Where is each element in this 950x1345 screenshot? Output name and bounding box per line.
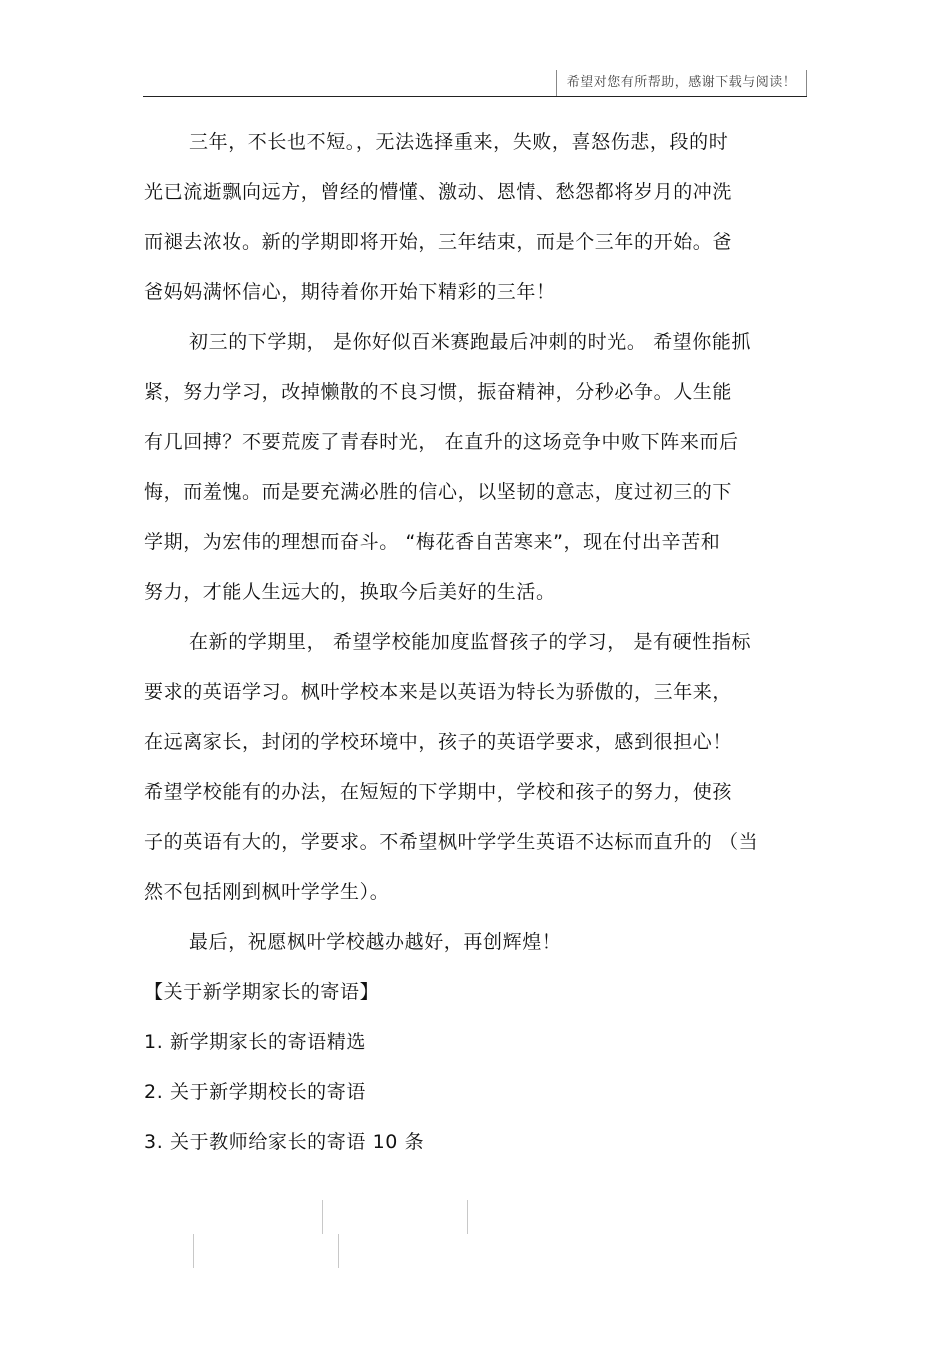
paragraph-line: 光已流逝飘向远方，曾经的懵懂、激动、恩情、愁怨都将岁月的冲洗: [144, 181, 733, 203]
paragraph-line: 而褪去浓妆。新的学期即将开始，三年结束，而是个三年的开始。爸: [144, 231, 733, 253]
paragraph-line: 初三的下学期， 是你好似百米赛跑最后冲刺的时光。 希望你能抓: [189, 331, 752, 353]
paragraph-line: 子的英语有大的，学要求。不希望枫叶学学生英语不达标而直升的 （当: [144, 831, 759, 853]
paragraph-line: 爸妈妈满怀信心，期待着你开始下精彩的三年！: [144, 281, 556, 303]
related-link-2[interactable]: 2. 关于新学期校长的寄语: [144, 1081, 366, 1103]
paragraph-line: 紧，努力学习，改掉懒散的不良习惯，振奋精神，分秒必争。人生能: [144, 381, 733, 403]
decorative-divider: [338, 1234, 339, 1268]
paragraph-line: 悔，而羞愧。而是要充满必胜的信心，以坚韧的意志，度过初三的下: [144, 481, 733, 503]
header-note: 希望对您有所帮助，感谢下载与阅读！: [556, 70, 807, 96]
closing-line: 最后，祝愿枫叶学校越办越好，再创辉煌！: [189, 931, 562, 953]
paragraph-line: 三年，不长也不短。，无法选择重来，失败，喜怒伤悲，段的时: [189, 131, 729, 153]
decorative-divider: [193, 1234, 194, 1268]
related-link-3[interactable]: 3. 关于教师给家长的寄语 10 条: [144, 1131, 425, 1153]
header-rule: [143, 96, 807, 97]
decorative-divider: [467, 1200, 468, 1234]
paragraph-line: 在远离家长，封闭的学校环境中，孩子的英语学要求，感到很担心！: [144, 731, 733, 753]
decorative-divider: [322, 1200, 323, 1234]
related-link-1[interactable]: 1. 新学期家长的寄语精选: [144, 1031, 366, 1053]
paragraph-line: 学期，为宏伟的理想而奋斗。 “梅花香自苦寒来”，现在付出辛苦和: [144, 531, 721, 553]
paragraph-line: 在新的学期里， 希望学校能加度监督孩子的学习， 是有硬性指标: [189, 631, 752, 653]
paragraph-line: 努力，才能人生远大的，换取今后美好的生活。: [144, 581, 556, 603]
paragraph-line: 有几回搏？不要荒废了青春时光， 在直升的这场竞争中败下阵来而后: [144, 431, 739, 453]
paragraph-line: 希望学校能有的办法，在短短的下学期中，学校和孩子的努力，使孩: [144, 781, 733, 803]
paragraph-line: 要求的英语学习。枫叶学校本来是以英语为特长为骄傲的，三年来，: [144, 681, 733, 703]
paragraph-line: 然不包括刚到枫叶学学生）。: [144, 881, 390, 903]
related-heading: 【关于新学期家长的寄语】: [144, 981, 380, 1003]
